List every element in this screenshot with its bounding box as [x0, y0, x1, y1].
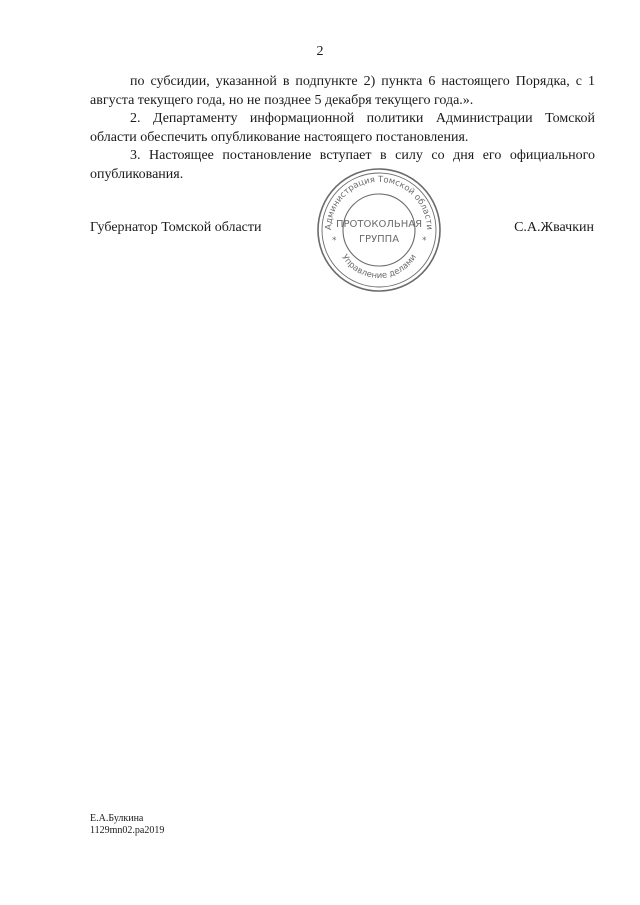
stamp-center-ring — [343, 194, 415, 266]
stamp-star-left: * — [332, 236, 337, 246]
page-number: 2 — [316, 44, 324, 59]
signatory-title: Губернатор Томской области — [90, 220, 262, 235]
stamp-ring-bottom-text: Управление делами — [339, 252, 419, 282]
footer-author: Е.А.Булкина — [90, 813, 144, 824]
document-footer — [90, 813, 164, 837]
stamp-inner-ring — [322, 173, 436, 287]
signatory-name: С.А.Жвачкин — [514, 220, 594, 235]
paragraph-item-3: 3. Настоящее постановление вступает в силу со дня его официального опубликования. — [90, 148, 595, 182]
stamp-ring-top-text: Администрация Томской области — [323, 174, 435, 231]
paragraph-item-2: 2. Департаменту информационной политики Администрации Томской области обеспечить опубликование настоящего постановления. — [90, 111, 595, 145]
stamp-line-2: ГРУППА — [358, 234, 400, 245]
footer-code: 1129mn02.pa2019 — [90, 825, 165, 836]
stamp-line-1: ПРОТОКОЛЬНАЯ — [335, 219, 423, 230]
paragraph-continuation: по субсидии, указанной в подпункте 2) пункта 6 настоящего Порядка, с 1 августа текущего года, но не позднее 5 декабря текущего года.». — [90, 74, 595, 108]
official-stamp — [314, 165, 444, 295]
stamp-star-right: * — [422, 236, 427, 246]
